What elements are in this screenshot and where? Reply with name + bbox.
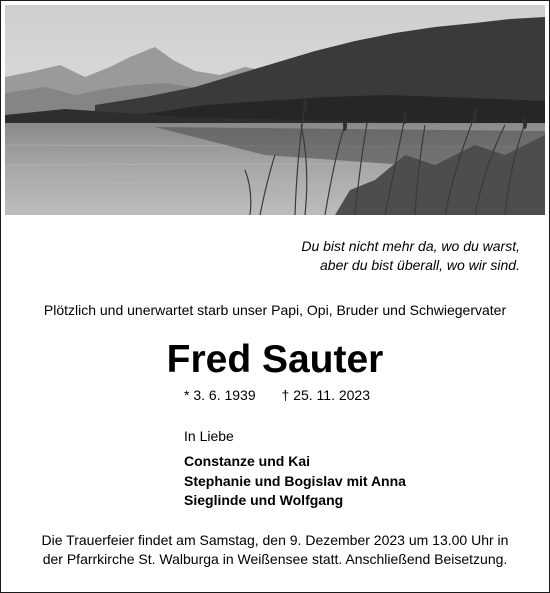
quote-line-2: aber du bist überall, wo wir sind. bbox=[320, 257, 520, 273]
in-liebe-label: In Liebe bbox=[184, 428, 234, 444]
deceased-name: Fred Sauter bbox=[166, 338, 384, 381]
mourner-line: Sieglinde und Wolfgang bbox=[184, 492, 344, 508]
funeral-line-2: der Pfarrkirche St. Walburga in Weißensee statt. Anschließend Beisetzung. bbox=[42, 551, 508, 567]
quote-line-1: Du bist nicht mehr da, wo du warst, bbox=[301, 238, 520, 254]
funeral-line-1: Die Trauerfeier findet am Samstag, den 9. Dezember 2023 um 13.00 Uhr in bbox=[41, 532, 509, 548]
intro-text: Plötzlich und unerwartet starb unser Papi, Opi, Bruder und Schwiegervater bbox=[43, 302, 507, 318]
funeral-info bbox=[0, 531, 550, 569]
mourner-line: Stephanie und Bogislav mit Anna bbox=[184, 472, 406, 489]
quote bbox=[301, 237, 520, 275]
life-dates bbox=[184, 387, 370, 403]
mourners-list bbox=[184, 452, 406, 511]
mourner-line: Constanze und Kai bbox=[184, 453, 311, 469]
landscape-photo bbox=[5, 5, 545, 215]
birth-date: * 3. 6. 1939 bbox=[184, 387, 256, 403]
death-date: † 25. 11. 2023 bbox=[281, 387, 370, 403]
